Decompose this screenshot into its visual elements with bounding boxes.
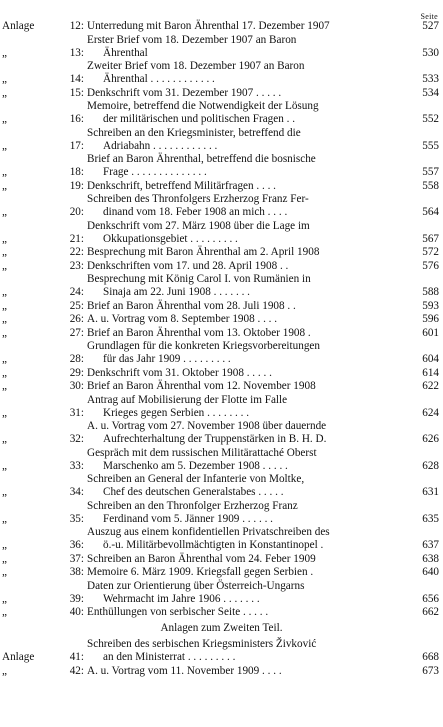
entry-title [84, 180, 409, 193]
entry-prefix: Anlage [2, 20, 35, 32]
toc-list [0, 20, 443, 678]
entry-title-line: A. u. Vortrag vom 8. September 1908 . . . . [87, 313, 278, 325]
entry-title-line: Brief an Baron Ährenthal vom 13. Oktober 1908 . [87, 326, 311, 339]
entry-number: 14: [69, 73, 84, 85]
entry-title-line: der militärischen und politischen Fragen . . [103, 113, 296, 125]
toc-entry [0, 447, 443, 473]
entry-page-number: 635 [422, 512, 439, 525]
entry-prefix: „ [2, 73, 7, 85]
toc-part-two [0, 638, 443, 678]
entry-number: 38: [69, 566, 84, 578]
entry-title-line: Schreiben an Baron Ährenthal vom 24. Feber 1909 [87, 552, 316, 565]
entry-page-number: 673 [422, 664, 439, 677]
entry-prefix: „ [2, 433, 7, 445]
entry-number: 41: [69, 651, 84, 663]
entry-title-line: für das Jahr 1909 . . . . . . . . . [103, 353, 231, 365]
entry-prefix: „ [2, 539, 7, 551]
entry-title [84, 606, 409, 619]
entry-number: 42: [69, 664, 84, 677]
entry-prefix: „ [2, 406, 7, 419]
entry-number: 13: [69, 46, 84, 59]
entry-title-line: Brief an Baron Ährenthal, betreffend die bosnische [87, 153, 316, 165]
entry-title-line: Ährenthal . . . . . . . . . . . . [103, 73, 215, 85]
entry-page-number: 668 [422, 651, 439, 663]
entry-number: 40: [69, 606, 84, 618]
entry-number: 23: [69, 259, 84, 272]
entry-title-line: Denkschrift vom 31. Dezember 1907 . . . . . [87, 86, 282, 99]
entry-number: 19: [69, 179, 84, 192]
entry-page-number: 552 [422, 113, 439, 125]
toc-entry [0, 260, 443, 273]
toc-entry [0, 340, 443, 366]
entry-title [84, 220, 409, 246]
entry-title-line: Ferdinand vom 5. Jänner 1909 . . . . . . [103, 512, 273, 525]
entry-title-line: Frage . . . . . . . . . . . . . . [103, 166, 207, 178]
toc-entry [0, 473, 443, 499]
entry-page-number: 662 [422, 606, 439, 618]
entry-page-number: 604 [422, 353, 439, 365]
entry-prefix: „ [2, 139, 7, 152]
entry-title [84, 665, 409, 678]
toc-entry [0, 394, 443, 420]
entry-number: 17: [69, 139, 84, 152]
entry-prefix: „ [2, 366, 7, 379]
entry-title [84, 394, 409, 420]
entry-page-number: 624 [422, 406, 439, 419]
entry-prefix: „ [2, 326, 7, 339]
toc-entry [0, 566, 443, 579]
toc-entry [0, 60, 443, 86]
toc-entry [0, 300, 443, 313]
entry-title [84, 580, 409, 606]
entry-number: 33: [69, 459, 84, 472]
entry-title [84, 566, 409, 579]
toc-entry [0, 638, 443, 664]
toc-entry [0, 220, 443, 246]
entry-title-line: Okkupationsgebiet . . . . . . . . . [103, 232, 238, 245]
entry-title-line: Denkschrift, betreffend Militärfragen . . . . [87, 179, 276, 192]
entry-page-number: 631 [422, 486, 439, 498]
entry-title-line: Besprechung mit Baron Ährenthal am 2. April 1908 [87, 246, 320, 258]
entry-title [84, 447, 409, 473]
entry-number: 30: [69, 380, 84, 392]
entry-page-number: 588 [422, 286, 439, 298]
entry-page-number: 656 [422, 592, 439, 605]
entry-prefix: „ [2, 566, 7, 578]
toc-entry [0, 100, 443, 126]
toc-entry [0, 553, 443, 566]
entry-title [84, 60, 409, 86]
entry-prefix: „ [2, 664, 7, 677]
entry-prefix: „ [2, 232, 7, 245]
entry-title-line: Schreiben an den Thronfolger Erzherzog Franz [87, 499, 298, 512]
entry-title [84, 300, 409, 313]
entry-number: 15: [69, 86, 84, 99]
entry-page-number: 596 [422, 313, 439, 325]
entry-page-number: 527 [422, 20, 439, 32]
entry-prefix: „ [2, 606, 7, 618]
toc-entry [0, 193, 443, 219]
entry-title-line: Chef des deutschen Generalstabes . . . . . [103, 486, 284, 498]
toc-entry [0, 606, 443, 619]
entry-number: 37: [69, 552, 84, 565]
entry-title [84, 20, 409, 33]
entry-page-number: 640 [422, 566, 439, 578]
entry-page-number: 628 [422, 459, 439, 472]
entry-title [84, 100, 409, 126]
entry-title-line: Adriabahn . . . . . . . . . . . . [103, 139, 218, 152]
toc-entry [0, 273, 443, 299]
entry-title-line: Brief an Baron Ährenthal vom 12. November 1908 [87, 380, 316, 392]
toc-entry [0, 420, 443, 446]
toc-entry [0, 87, 443, 100]
toc-entry [0, 580, 443, 606]
entry-title-line: Besprechung mit König Carol I. von Rumänien in [87, 273, 311, 285]
entry-prefix: „ [2, 380, 7, 392]
entry-page-number: 558 [422, 179, 439, 192]
entry-number: 28: [69, 353, 84, 365]
entry-title [84, 553, 409, 566]
entry-title [84, 153, 409, 179]
entry-page-number: 534 [422, 86, 439, 99]
entry-prefix: „ [2, 313, 7, 325]
entry-number: 31: [69, 406, 84, 419]
entry-number: 39: [69, 592, 84, 605]
entry-page-number: 564 [422, 206, 439, 218]
entry-title-line: A. u. Vortrag vom 27. November 1908 über dauernde [87, 420, 327, 432]
entry-title-line: Unterredung mit Baron Ährenthal 17. Dezember 1907 [87, 20, 330, 32]
entry-prefix: „ [2, 113, 7, 125]
entry-prefix: „ [2, 166, 7, 178]
entry-prefix: „ [2, 512, 7, 525]
toc-entry [0, 34, 443, 60]
toc-entry [0, 313, 443, 326]
entry-title [84, 526, 409, 552]
toc-entry [0, 500, 443, 526]
entry-title-line: ö.-u. Militärbevollmächtigten in Konstantinopel . [103, 539, 324, 551]
entry-number: 26: [69, 313, 84, 325]
entry-title [84, 127, 409, 153]
entry-number: 21: [69, 232, 84, 245]
entry-page-number: 530 [422, 46, 439, 59]
entry-title-line: Auszug aus einem konfidentiellen Privatschreiben des [87, 526, 330, 538]
entry-title-line: Enthüllungen von serbischer Seite . . . . . [87, 606, 269, 618]
entry-number: 32: [69, 433, 84, 445]
entry-title-line: Daten zur Orientierung über Österreich-Ungarns [87, 579, 305, 592]
section-heading: Anlagen zum Zweiten Teil. [160, 622, 283, 634]
entry-title-line: dinand vom 18. Feber 1908 an mich . . . . [103, 206, 288, 218]
entry-title-line: an den Ministerrat . . . . . . . . . [103, 651, 236, 663]
entry-title [84, 87, 409, 100]
entry-number: 18: [69, 166, 84, 178]
entry-page-number: 557 [422, 166, 439, 178]
entry-title [84, 380, 409, 393]
entry-page-number: 593 [422, 299, 439, 312]
entry-prefix: „ [2, 286, 7, 298]
toc-entry [0, 127, 443, 153]
entry-title-line: Krieges gegen Serbien . . . . . . . . [103, 406, 250, 419]
entry-title [84, 340, 409, 366]
entry-title-line: Denkschrift vom 31. Oktober 1908 . . . . . [87, 366, 272, 379]
entry-title [84, 420, 409, 446]
entry-prefix: „ [2, 486, 7, 498]
entry-number: 24: [69, 286, 84, 298]
toc-part-one [0, 20, 443, 619]
entry-number: 25: [69, 299, 84, 312]
entry-number: 29: [69, 366, 84, 379]
entry-title-line: Antrag auf Mobilisierung der Flotte im Falle [87, 393, 288, 406]
entry-title-line: Denkschrift vom 27. März 1908 über die Lage im [87, 219, 310, 232]
entry-page-number: 622 [422, 380, 439, 392]
toc-entry [0, 380, 443, 393]
entry-title-line: Memoire, betreffend die Notwendigkeit der Lösung [87, 100, 319, 112]
toc-entry [0, 180, 443, 193]
entry-prefix: „ [2, 246, 7, 258]
entry-prefix: „ [2, 259, 7, 272]
entry-title-line: Schreiben an den Kriegsminister, betreffend die [87, 126, 301, 139]
entry-title-line: Grundlagen für die konkreten Kriegsvorbereitungen [87, 340, 320, 352]
entry-prefix: „ [2, 206, 7, 218]
entry-title-line: Zweiter Brief vom 18. Dezember 1907 an Baron [87, 60, 305, 72]
entry-title-line: Ährenthal [103, 46, 148, 59]
toc-entry [0, 20, 443, 33]
entry-prefix: „ [2, 46, 7, 59]
entry-title-line: Memoire 6. März 1909. Kriegsfall gegen Serbien . [87, 566, 314, 578]
entry-title-line: Sinaja am 22. Juni 1908 . . . . . . . [103, 286, 250, 298]
toc-entry [0, 153, 443, 179]
entry-title-line: Gespräch mit dem russischen Militärattaché Oberst [87, 446, 317, 459]
entry-page-number: 614 [422, 366, 439, 379]
entry-prefix: „ [2, 353, 7, 365]
entry-page-number: 637 [422, 539, 439, 551]
entry-title-line: Erster Brief vom 18. Dezember 1907 an Baron [87, 33, 297, 46]
entry-title [84, 260, 409, 273]
entry-number: 12: [69, 20, 84, 32]
entry-prefix: „ [2, 86, 7, 99]
entry-title [84, 273, 409, 299]
entry-page-number: 572 [422, 246, 439, 258]
entry-number: 34: [69, 486, 84, 498]
entry-number: 16: [69, 113, 84, 125]
entry-title-line: Marschenko am 5. Dezember 1908 . . . . . [103, 459, 288, 472]
toc-entry [0, 327, 443, 340]
toc-entry [0, 367, 443, 380]
entry-title [84, 473, 409, 499]
entry-title-line: Brief an Baron Ährenthal vom 28. Juli 1908 . . [87, 299, 296, 312]
page-column-header: Seite [420, 12, 438, 21]
entry-number: 27: [69, 326, 84, 339]
entry-number: 20: [69, 206, 84, 218]
entry-title [84, 327, 409, 340]
entry-prefix: „ [2, 179, 7, 192]
entry-title-line: A. u. Vortrag vom 11. November 1909 . . . . [87, 664, 282, 677]
entry-title [84, 638, 409, 664]
entry-page-number: 555 [422, 139, 439, 152]
entry-title-line: Schreiben an General der Infanterie von Moltke, [87, 473, 305, 485]
entry-title [84, 193, 409, 219]
entry-title [84, 500, 409, 526]
toc-entry [0, 246, 443, 259]
entry-title [84, 34, 409, 60]
entry-page-number: 567 [422, 232, 439, 245]
entry-prefix: „ [2, 459, 7, 472]
entry-page-number: 576 [422, 259, 439, 272]
entry-page-number: 638 [422, 552, 439, 565]
entry-prefix: Anlage [2, 651, 35, 663]
entry-page-number: 601 [422, 326, 439, 339]
entry-prefix: „ [2, 552, 7, 565]
toc-entry [0, 665, 443, 678]
entry-number: 36: [69, 539, 84, 551]
entry-prefix: „ [2, 299, 7, 312]
entry-page-number: 626 [422, 433, 439, 445]
entry-title-line: Denkschriften vom 17. und 28. April 1908 . . [87, 259, 289, 272]
entry-number: 35: [69, 512, 84, 525]
entry-prefix: „ [2, 592, 7, 605]
entry-title-line: Schreiben des serbischen Kriegsministers Živković [87, 638, 317, 650]
entry-title [84, 246, 409, 259]
entry-page-number: 533 [422, 73, 439, 85]
entry-title [84, 313, 409, 326]
entry-title-line: Aufrechterhaltung der Truppenstärken in B. H. D. [103, 433, 327, 445]
entry-number: 22: [69, 246, 84, 258]
toc-entry [0, 526, 443, 552]
entry-title-line: Wehrmacht im Jahre 1906 . . . . . . . [103, 592, 260, 605]
entry-title [84, 367, 409, 380]
entry-title-line: Schreiben des Thronfolgers Erzherzog Franz Fer- [87, 193, 309, 205]
